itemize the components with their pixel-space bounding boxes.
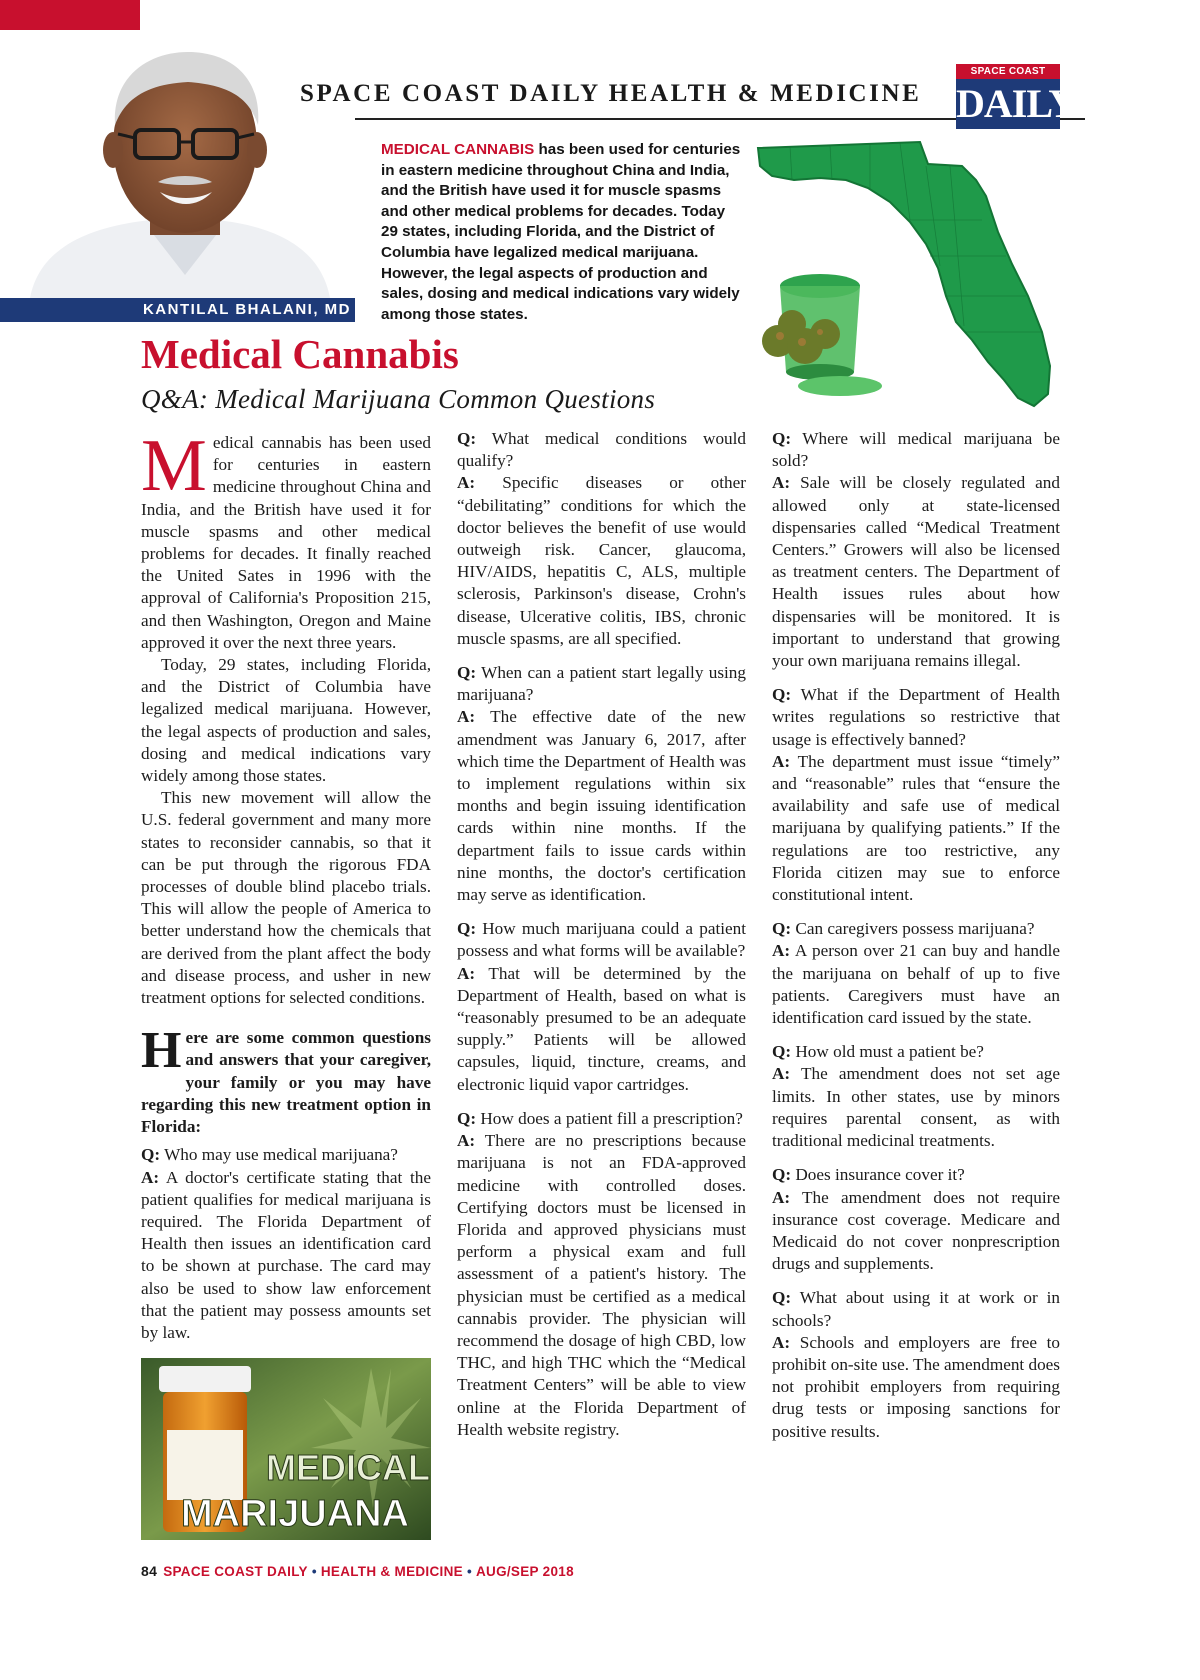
a-label: A:: [457, 1131, 476, 1151]
intro-text: has been used for centuries in eastern medicine throughout China and India, and the British have used it for muscle spasms and other medical problems for decades. Today 29 states, including Florida, and the District of Columbia have legalized medical marijuana. However, the legal aspects of production and sales, dosing and medical indications vary widely among those states.: [381, 141, 741, 323]
paragraph-1-text: edical cannabis has been used for centuries in eastern medicine throughout China and India, and the British have used it for muscle spasms and other medical problems for decades. It finally reached the United Sates in 1996 with the approval of California's Proposition 215, and then Washington, Oregon and Maine approved it over the next three years.: [141, 433, 431, 652]
qa-7: [772, 684, 1060, 906]
qa-8-answer: [772, 940, 1060, 1029]
florida-map-image: [750, 136, 1070, 420]
article-column-3: [772, 429, 1060, 1443]
footer-issue: AUG/SEP 2018: [475, 1564, 574, 1579]
qa-5-question: [457, 1108, 746, 1130]
qa-11-a-text: Schools and employers are free to prohibit on-site use. The amendment does not prohibit employers from requiring drug tests or imposing sanctions for positive results.: [772, 1332, 1060, 1441]
q-label: Q:: [457, 919, 477, 939]
qa-8-q-text: Can caregivers possess marijuana?: [791, 919, 1035, 939]
qa-2-a-text: Specific diseases or other “debilitating” conditions for which the doctor believes the benefit of use would outweigh risk. Cancer, glaucoma, HIV/AIDS, hepatitis C, ALS, multiple sclerosis, Parkinson's disease, Crohn's disease, Ulcerative colitis, IBS, chronic muscle spasms, are all specified.: [457, 473, 746, 648]
page-number: 84: [141, 1563, 158, 1579]
medical-marijuana-image: [141, 1358, 431, 1540]
qa-7-question: [772, 684, 1060, 751]
qa-2: [457, 428, 746, 650]
qa-9-q-text: How old must a patient be?: [791, 1042, 984, 1062]
qa-4-a-text: That will be determined by the Department of Health, based on what is “reasonably presumed to be an adequate supply.” Patients will be allowed capsules, liquid, tincture, creams, and electronic liquid vapor cartridges.: [457, 963, 746, 1094]
qa-4-answer: [457, 963, 746, 1096]
qa-10: [772, 1164, 1060, 1275]
a-label: A:: [457, 707, 476, 727]
qa-4-q-text: How much marijuana could a patient possess and what forms will be available?: [457, 919, 746, 961]
author-name: KANTILAL BHALANI, MD: [142, 301, 351, 318]
qa-1-a-text: A doctor's certificate stating that the patient qualifies for medical marijuana is required. The Florida Department of Health then issues an identification card to be shown at purchase. The card may also be used to show law enforcement that the patient may possess amounts set by law.: [141, 1167, 431, 1342]
footer-section: HEALTH & MEDICINE: [320, 1564, 463, 1579]
qa-1-q-text: Who may use medical marijuana?: [160, 1145, 398, 1165]
qa-5-q-text: How does a patient fill a prescription?: [476, 1108, 743, 1128]
q-label: Q:: [772, 1288, 792, 1308]
qa-6-a-text: Sale will be closely regulated and allowed only at state-licensed dispensaries called “Medical Treatment Centers.” Growers will also be licensed as treatment centers. The Department of Health issues rules about how dispensaries will be monitored. It is important to understand that growing your own marijuana remains illegal.: [772, 473, 1060, 671]
article-column-1: [141, 425, 431, 1344]
qa-11-q-text: What about using it at work or in schools?: [772, 1288, 1060, 1330]
qa-9-answer: [772, 1063, 1060, 1152]
qa-10-answer: [772, 1187, 1060, 1276]
page-footer: [141, 1563, 574, 1579]
qa-11-answer: [772, 1332, 1060, 1443]
a-label: A:: [772, 1187, 791, 1207]
qa-7-answer: [772, 751, 1060, 906]
qa-5-a-text: There are no prescriptions because marijuana is not an FDA-approved medicine with controlled doses. Certifying doctors must be licensed in Florida and approved physicians must perform a physical exam and full assessment of a patient's history. The physician must be certified as a medical cannabis provider. The physician will recommend the dosage of high CBD, low THC, and high THC which the “Medical Treatment Centers” will be able to view online at the Florida Department of Health website registry.: [457, 1131, 746, 1439]
qa-10-q-text: Does insurance cover it?: [791, 1165, 965, 1185]
qa-9-question: [772, 1041, 1060, 1063]
qa-6-answer: [772, 472, 1060, 672]
article-column-2: [457, 429, 746, 1441]
section-title: SPACE COAST DAILY HEALTH & MEDICINE: [300, 80, 922, 107]
qa-1-answer: [141, 1167, 431, 1345]
qa-3: [457, 662, 746, 906]
qa-10-question: [772, 1164, 1060, 1186]
qa-9-a-text: The amendment does not set age limits. In other states, use by minors requires parental consent, as with traditional medicinal treatments.: [772, 1064, 1060, 1151]
intro-lead: MEDICAL CANNABIS: [381, 141, 535, 158]
qa-5: [457, 1108, 746, 1441]
paragraph-3: This new movement will allow the U.S. federal government and many more states to reconsider cannabis, so that it can be put through the rigorous FDA processes of double blind placebo trials. This will allow the people of America to better understand how the chemicals that are derived from the plant affect the body and disease process, and usher in new treatment options for selected conditions.: [141, 788, 431, 1008]
image-label-medical: MEDICAL: [266, 1447, 430, 1488]
q-label: Q:: [457, 663, 477, 683]
intro-blurb: [381, 140, 745, 325]
a-label: A:: [772, 1064, 791, 1084]
bullet-separator: •: [311, 1564, 317, 1579]
qa-3-answer: [457, 706, 746, 906]
qa-5-answer: [457, 1130, 746, 1441]
a-label: A:: [457, 473, 476, 493]
paragraph-2: Today, 29 states, including Florida, and the District of Columbia have legalized medical marijuana. However, the legal aspects of production and sales, dosing and medical indications vary widely among those states.: [141, 655, 431, 786]
q-label: Q:: [457, 1108, 477, 1128]
logo-main-text: DAILY: [956, 79, 1060, 129]
qa-1-question: [141, 1144, 431, 1166]
qa-8: [772, 918, 1060, 1029]
a-label: A:: [457, 963, 476, 983]
qa-2-question: [457, 428, 746, 472]
qa-6: [772, 428, 1060, 672]
footer-publication: SPACE COAST DAILY: [163, 1564, 308, 1579]
qa-8-a-text: A person over 21 can buy and handle the marijuana on behalf of up to five patients. Caregivers must have an identification card issued by the state.: [772, 941, 1060, 1028]
q-label: Q:: [457, 429, 477, 448]
q-label: Q:: [141, 1145, 161, 1165]
qa-2-answer: [457, 472, 746, 650]
space-coast-daily-logo: [956, 64, 1077, 132]
qa-3-a-text: The effective date of the new amendment was January 6, 2017, after which time the Department of Health was to implement regulations within six months and begin issuing identification cards within nine months. If the department fails to issue cards within nine months, the doctor's certification may serve as identification.: [457, 707, 746, 905]
a-label: A:: [141, 1167, 160, 1187]
qa-11: [772, 1287, 1060, 1442]
q-label: Q:: [772, 685, 792, 705]
qa-6-question: [772, 428, 1060, 472]
logo-top-text: SPACE COAST: [956, 64, 1060, 79]
qa-11-question: [772, 1287, 1060, 1331]
qa-7-a-text: The department must issue “timely” and “reasonable” rules that “ensure the availability and safe use of medical marijuana by qualifying patients.” If the regulations are too restrictive, any Florida citizen may sue to enforce constitutional intent.: [772, 751, 1060, 905]
qa-intro: [141, 1022, 431, 1138]
qa-10-a-text: The amendment does not require insurance cost coverage. Medicare and Medicaid do not cover nonprescription drugs and supplements.: [772, 1187, 1060, 1274]
qa-9: [772, 1041, 1060, 1152]
qa-intro-text: ere are some common questions and answers that your caregiver, your family or you may have regarding this new treatment option in Florida:: [141, 1028, 431, 1137]
drop-cap-h: H: [141, 1022, 182, 1080]
author-name-bar: [0, 298, 355, 322]
qa-7-q-text: What if the Department of Health writes regulations so restrictive that usage is effectively banned?: [772, 685, 1060, 749]
q-label: Q:: [772, 429, 792, 448]
q-label: Q:: [772, 919, 792, 939]
a-label: A:: [772, 941, 791, 961]
qa-4-question: [457, 918, 746, 962]
article-headline: Medical Cannabis: [141, 331, 459, 377]
qa-8-question: [772, 918, 1060, 940]
image-label-marijuana: MARIJUANA: [181, 1493, 409, 1535]
author-photo: [0, 30, 355, 298]
qa-2-q-text: What medical conditions would qualify?: [457, 429, 746, 471]
qa-3-q-text: When can a patient start legally using marijuana?: [457, 663, 746, 705]
q-label: Q:: [772, 1042, 792, 1062]
q-label: Q:: [772, 1165, 792, 1185]
drop-cap-m: M: [141, 425, 207, 507]
qa-4: [457, 918, 746, 1096]
a-label: A:: [772, 751, 791, 771]
bullet-separator: •: [466, 1564, 472, 1579]
a-label: A:: [772, 1332, 791, 1352]
article-subhead: Q&A: Medical Marijuana Common Questions: [141, 384, 656, 414]
qa-3-question: [457, 662, 746, 706]
qa-6-q-text: Where will medical marijuana be sold?: [772, 429, 1060, 471]
paragraph-1: [141, 425, 431, 654]
a-label: A:: [772, 473, 791, 493]
